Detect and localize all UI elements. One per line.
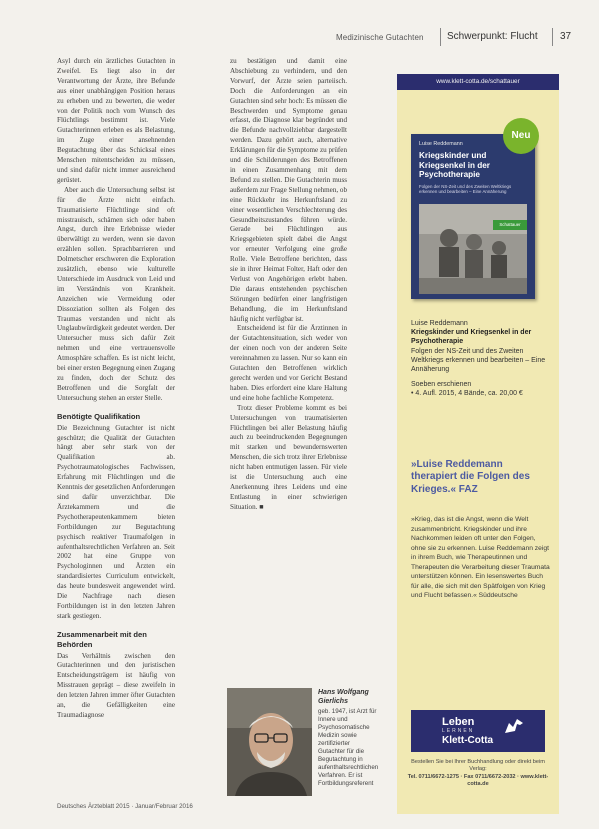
cover-photo xyxy=(419,204,527,294)
press-quote: »Luise Reddemann therapiert die Folgen des Krieges.« FAZ xyxy=(411,459,530,495)
section-heading: Benötigte Qualifikation xyxy=(57,411,141,421)
order-info xyxy=(407,759,549,789)
logo-klett: Klett-Cotta xyxy=(442,735,494,746)
children-photo-image xyxy=(419,204,527,294)
section-heading: Zusammenarbeit mit den Behörden xyxy=(57,629,147,649)
logo-lernen: LERNEN xyxy=(442,728,475,734)
paragraph: Das Verhältnis zwischen den Gutachterinnen und den juristischen Entscheidungsträgern ist häufig von Misstrauen geprägt – diese zweifeln in den letzten Jahren immer öfter Gutachten an, die Gefälligkeiten eine Traumadiagnose xyxy=(57,651,175,719)
horse-logo-icon xyxy=(503,717,525,735)
paragraph: Asyl durch ein ärztliches Gutachten in Zweifel. Es liegt also in der Verantwortung der Ärzte, ihre Befunde aus einer unabhängigen Position heraus zu erheben und zu bewerten, die weder von der Politik noch vom Wunsch des Flüchtlings bestimmt ist. Viele Gutachterinnen erleben es als Belastung, im Zuge einer ansehnenden Begutachtung über das Schicksal eines Menschen mitentscheiden zu müssen, und sind dafür nicht immer ausreichend gerüstet. xyxy=(57,57,175,184)
cover-subtitle: Folgen der NS-Zeit und des Zweiten Weltkriegs erkennen und bearbeiten – Eine Annäherung xyxy=(419,184,512,195)
new-badge: Neu xyxy=(503,118,539,154)
book-description: Folgen der NS-Zeit und des Zweiten Weltkriegs erkennen und bearbeiten – Eine Annäherung xyxy=(411,347,546,374)
paragraph: Entscheidend ist für die Ärztinnen in der Gutachtensituation, sich weder von der einen noch von der anderen Seite vereinnahmen zu lassen. Nur so kann ein Gutachten den Betroffenen wirklich gerecht werden und vor Gericht Bestand haben. Dies erfordert eine klare Haltung und eine hohe fachliche Kompetenz. xyxy=(230,324,347,402)
book-title: Kriegskinder und Kriegsenkel in der Psychotherapie xyxy=(411,329,532,346)
publisher-url[interactable]: www.klett-cotta.de/schattauer xyxy=(436,78,520,85)
paragraph: Die Bezeichnung Gutachter ist nicht geschützt; die Qualität der Gutachten hängt aber sehr stark von der Qualifikation ab. Psychotraumatologisches Fachwissen, Erfahrung mit Flüchtlingen und die Kenntnis der gesetzlichen Anforderungen sind dafür unverzichtbar. Die Ärztekammern und die Psychotherapeutenkammern bieten Fortbildungen zur Begutachtung psychisch reaktiver Traumafolgen in aufenthaltsrechtlichen Verfahren an. Seit 2002 hat eine Gruppe von Psychologinnen und Ärzten ein standardisiertes Curriculum entwickelt, das heute bundesweit angewendet wird. Die Nachfrage nach diesen Fortbildungen ist in den letzten Jahren stark gestiegen. xyxy=(57,423,175,620)
book-author: Luise Reddemann xyxy=(411,320,468,327)
author-name: Hans Wolfgang Gierlichs xyxy=(318,689,369,705)
page-number: 37 xyxy=(560,31,572,42)
order-contact: Tel. 0711/6672-1275 · Fax 0711/6672-2032 · www.klett-cotta.de xyxy=(407,773,549,788)
header-divider xyxy=(552,28,553,46)
page-footer: Deutsches Ärzteblatt 2015 · Januar/Februar 2016 xyxy=(57,803,193,810)
topic-label: Schwerpunkt: Flucht xyxy=(447,31,538,42)
book-price: • 4. Aufl. 2015, 4 Bände, ca. 20,00 € xyxy=(411,390,523,398)
press-review: »Krieg, das ist die Angst, wenn die Welt zusammenbricht. Kriegskinder und ihre Nachkommen leiden oft unter den Folgen, ohne sie zu erkennen. Luise Reddemann zeigt in ihrem Buch, wie Therapeutinnen und Therapeuten die Verarbeitung dieser Traumata unterstützen können. Ein lesenswertes Buch für alle, die sich mit den Spätfolgen von Krieg und Flucht befassen.« Süddeutsche xyxy=(411,516,550,599)
book-cover xyxy=(411,134,535,299)
article-column-2 xyxy=(230,57,347,513)
section-label: Medizinische Gutachten xyxy=(336,33,424,42)
author-photo xyxy=(227,688,312,796)
end-mark: ■ xyxy=(259,502,264,511)
portrait-image xyxy=(227,688,312,796)
order-text: Bestellen Sie bei Ihrer Buchhandlung oder direkt beim Verlag: xyxy=(411,759,545,773)
logo-leben: Leben xyxy=(442,716,475,728)
paragraph-text: Trotz dieser Probleme kommt es bei Untersuchungen von traumatisierten Flüchtlingen bei aller Belastung häufig auch zu beeindruckenden Begegnungen mit starken und bewundernswerten Menschen, die sich trotz ihrer Erlebnisse nicht haben entmutigen lassen. Für viele ist die Untersuchung auch eine Anerkennung ihres Leidens und eine Entlastung in einer schwierigen Situation. xyxy=(230,403,347,511)
cover-title: Kriegskinder und Kriegsenkel in der Psychotherapie xyxy=(419,151,490,180)
paragraph: zu bestätigen und damit eine Abschiebung zu verhindern, und den Vorwurf, der Ärzte seien parteiisch. Doch die Anforderungen an ein Gutachten sind sehr hoch: Es müssen die Beschwerden und Symptome genau erfasst, die Diagnose klar begründet und die Befunde nachvollziehbar dargestellt werden. Dazu gehört auch, alternative Erklärungen für die Symptome zu prüfen und die Schilderungen des Betroffenen in einen Zusammenhang mit dem Befund zu stellen. Die Gutachterin muss außerdem zur Frage Stellung nehmen, ob eine Rückkehr ins Herkunftsland zu einer wesentlichen Verschlechterung des Gesundheitszustandes führen würde. Gerade bei Flüchtlingen aus Kriegsgebieten spielt dabei die Angst vor erneuter Verfolgung eine große Rolle. Viele Betroffene berichten, dass sie in ihrer Heimat Folter, Haft oder den Verlust von Angehörigen erlebt haben. Die daraus entstehenden psychischen Störungen bedürfen einer langfristigen Behandlung, die im Herkunftsland häufig nicht verfügbar ist. xyxy=(230,57,348,323)
publication-status: Soeben erschienen xyxy=(411,381,472,389)
article-column-1 xyxy=(57,57,175,721)
author-bio-box xyxy=(318,688,378,788)
publisher-band: Schattauer xyxy=(493,220,527,230)
paragraph: Aber auch die Untersuchung selbst ist für die Ärzte nicht einfach. Traumatisierte Flüchtlinge sind oft misstrauisch, schämen sich oder haben Angst, durch ihre Erlebnisse wieder überwältigt zu werden, wenn sie davon erzählen sollen. Sprachbarrieren und Dolmetscher erschweren die Exploration zusätzlich, ebenso wie kulturelle Unterschiede im Ausdruck von Leid und im Verständnis von Krankheit. Anzeichen wie Vermeidung oder Dissoziation sollten als Folgen des Traumas verstanden und nicht als Unglaubwürdigkeit gedeutet werden. Der Untersucher muss sich dafür Zeit nehmen und eine vertrauensvolle Atmosphäre schaffen. Es ist nicht leicht, bei einer ersten Begegnung einen Zugang zu finden, doch der Schutz des Betroffenen und die Sorgfalt der Untersuchung stehen an erster Stelle. xyxy=(57,185,175,402)
author-bio: geb. 1947, ist Arzt für Innere und Psychosomatische Medizin sowie zertifizierter Gutachter für die Begutachtung in aufenthaltsrechtlichen Verfahren. Er ist Fortbildungsreferent xyxy=(318,708,379,787)
page-header xyxy=(0,0,599,46)
header-divider xyxy=(440,28,441,46)
paragraph xyxy=(230,404,347,513)
cover-author: Luise Reddemann xyxy=(419,141,463,147)
publisher-logo xyxy=(411,710,545,752)
book-advertisement xyxy=(397,74,559,814)
book-info xyxy=(411,319,551,399)
